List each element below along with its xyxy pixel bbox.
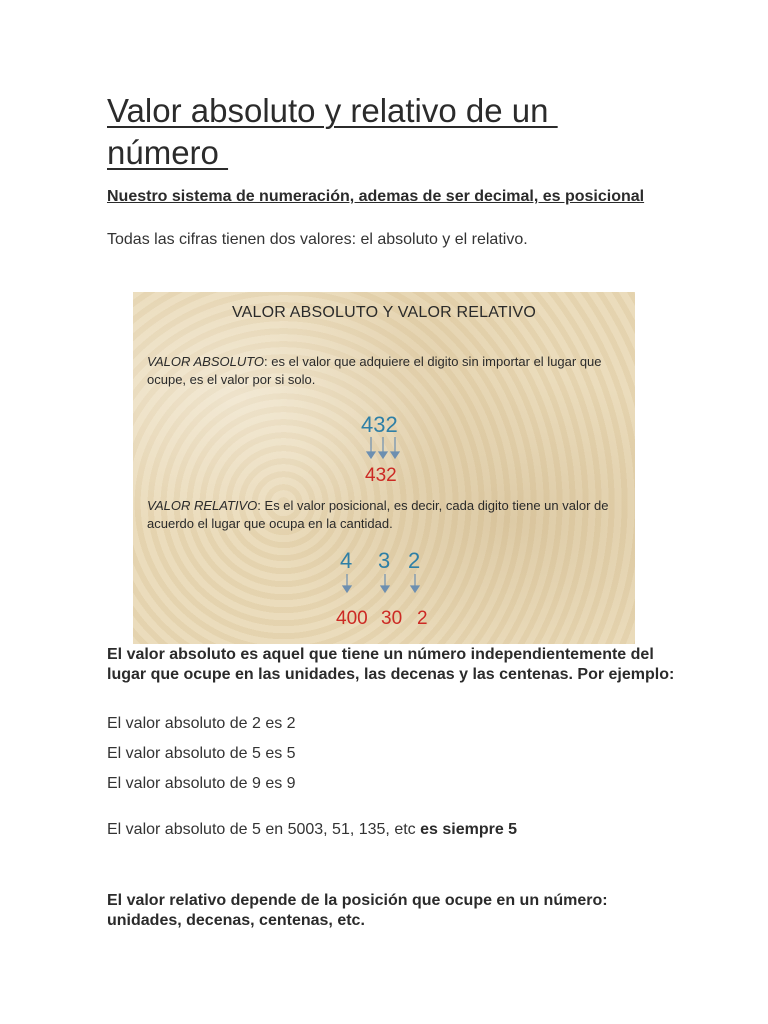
absolute-value-text: : es el valor que adquiere el digito sin importar el lugar que ocupe, es el valor por si solo. [147,354,602,387]
arrow-head-icon [391,452,399,458]
explanation-image [133,292,635,644]
relative-value-definition [147,497,627,533]
relative-value-term: VALOR RELATIVO [147,498,258,513]
general-example-text: El valor absoluto de 5 en 5003, 51, 135, etc [107,821,421,838]
example-item: El valor absoluto de 5 es 5 [107,745,296,762]
intro-text: Todas las cifras tienen dos valores: el absoluto y el relativo. [107,231,528,248]
general-example-emphasis: es siempre 5 [420,821,518,838]
relative-value: 30 [381,608,403,629]
absolute-value-term: VALOR ABSOLUTO [147,354,265,369]
relative-definition-paragraph: El valor relativo depende de la posición que ocupe en un número: unidades, decenas, centenas, etc. [107,892,608,929]
example-item: El valor absoluto de 9 es 9 [107,775,296,792]
relative-digit: 4 [340,548,353,573]
arrow-head-icon [367,452,375,458]
subtitle: Nuestro sistema de numeración, ademas de ser decimal, es posicional [107,188,645,205]
arrow-head-icon [381,586,389,592]
relative-value-text: : Es el valor posicional, es decir, cada digito tiene un valor de acuerdo el lugar que ocupa en la cantidad. [147,498,609,531]
relative-value: 400 [336,608,368,629]
figure-title: VALOR ABSOLUTO Y VALOR RELATIVO [231,304,537,321]
page-title: Valor absoluto y relativo de un número [107,92,558,171]
absolute-definition-paragraph: El valor absoluto es aquel que tiene un número independientemente del lugar que ocupe en las unidades, las decenas y las centenas. Por ejemplo: [107,646,675,683]
general-example [107,820,677,840]
relative-digit: 3 [378,548,391,573]
absolute-bottom-number: 432 [365,465,397,486]
absolute-top-number: 432 [361,412,398,437]
relative-value: 2 [417,608,428,629]
arrow-head-icon [343,586,351,592]
relative-digit: 2 [408,548,421,573]
example-item: El valor absoluto de 2 es 2 [107,715,296,732]
arrow-head-icon [379,452,387,458]
arrow-head-icon [411,586,419,592]
